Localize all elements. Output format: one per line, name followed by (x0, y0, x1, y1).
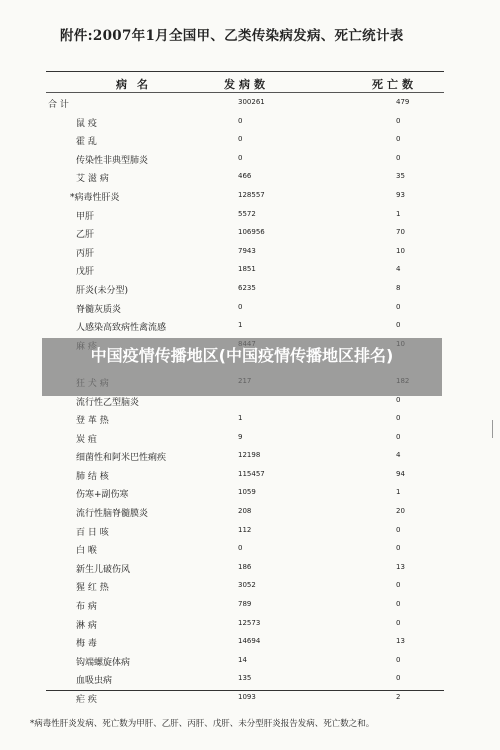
cases-cell: 186 (238, 562, 252, 571)
table-row (46, 186, 444, 205)
disease-name-cell: 甲肝 (76, 211, 95, 222)
deaths-cell: 70 (396, 228, 405, 237)
deaths-cell: 93 (396, 190, 405, 199)
deaths-cell: 0 (396, 618, 401, 627)
page-edge-mark (492, 420, 497, 438)
cases-cell: 466 (238, 172, 252, 181)
deaths-cell: 479 (396, 98, 410, 106)
cases-cell: 14694 (238, 637, 261, 646)
disease-name-cell: *病毒性肝炎 (70, 192, 120, 203)
deaths-cell: 0 (396, 414, 401, 423)
deaths-cell: 20 (396, 507, 405, 516)
table-row (46, 260, 444, 279)
deaths-cell: 0 (396, 135, 401, 144)
table-row (46, 483, 444, 502)
disease-name-cell: 伤寒+副伤寒 (76, 490, 129, 501)
cases-cell: 5572 (238, 209, 256, 218)
table-row (46, 167, 444, 186)
table-row (46, 223, 444, 242)
deaths-cell: 0 (396, 674, 401, 683)
table-body (46, 93, 444, 707)
cases-cell: 0 (238, 116, 243, 125)
table-row (46, 502, 444, 521)
table-row (46, 539, 444, 558)
table-row (46, 205, 444, 224)
deaths-cell: 0 (396, 544, 401, 553)
cases-cell: 1059 (238, 488, 256, 497)
disease-name-cell: 乙肝 (76, 230, 95, 241)
disease-name-cell: 血吸虫病 (76, 676, 113, 687)
deaths-cell: 35 (396, 172, 405, 181)
table-row (46, 669, 444, 688)
disease-name-cell: 淋 病 (76, 620, 97, 631)
table-row (46, 595, 444, 614)
cases-cell: 7943 (238, 246, 256, 255)
deaths-cell: 1 (396, 488, 401, 497)
table-row (46, 688, 444, 707)
disease-name-cell: 炭 疽 (76, 434, 97, 445)
cases-cell: 6235 (238, 283, 256, 292)
table-row (46, 93, 444, 112)
table-row (46, 409, 444, 428)
deaths-cell: 0 (396, 432, 401, 441)
deaths-cell: 1 (396, 209, 401, 218)
cases-cell: 112 (238, 525, 252, 534)
disease-name-cell: 猩 红 热 (76, 583, 109, 594)
table-row (46, 651, 444, 670)
overlay-banner-text: 中国疫情传播地区(中国疫情传播地区排名) (90, 346, 394, 365)
table-row (46, 149, 444, 168)
table-header (46, 72, 444, 93)
disease-name-cell: 合 计 (48, 100, 69, 110)
table-row (46, 465, 444, 484)
disease-name-cell: 细菌性和阿米巴性痢疾 (76, 453, 167, 464)
table-row (46, 279, 444, 298)
deaths-cell: 2 (396, 693, 401, 701)
deaths-cell: 8 (396, 283, 401, 292)
deaths-cell: 10 (396, 246, 405, 255)
cases-cell: 106956 (238, 228, 265, 237)
disease-name-cell: 流行性乙型脑炎 (76, 397, 140, 408)
deaths-cell: 0 (396, 116, 401, 125)
cases-cell: 1 (238, 414, 243, 423)
cases-cell: 300261 (238, 98, 265, 106)
cases-cell: 1851 (238, 265, 256, 274)
table-row (46, 242, 444, 261)
table-row (46, 316, 444, 335)
disease-name-cell: 布 病 (76, 602, 97, 613)
cases-cell: 208 (238, 507, 252, 516)
disease-name-cell: 肝炎(未分型) (76, 285, 129, 296)
disease-name-cell: 新生儿破伤风 (76, 564, 131, 575)
deaths-cell: 0 (396, 321, 401, 330)
cases-cell: 789 (238, 600, 252, 609)
header-deaths: 死亡数 (372, 78, 417, 91)
footnote: *病毒性肝炎发病、死亡数为甲肝、乙肝、丙肝、戊肝、未分型肝炎报告发病、死亡数之和。 (30, 719, 375, 729)
table-row (46, 446, 444, 465)
cases-cell: 0 (238, 135, 243, 144)
table-row (46, 632, 444, 651)
disease-name-cell: 人感染高致病性禽流感 (76, 323, 167, 334)
header-disease-name: 病名 (116, 78, 158, 91)
disease-name-cell: 流行性脑脊髓膜炎 (76, 509, 149, 520)
table-row (46, 298, 444, 317)
disease-name-cell: 脊髓灰质炎 (76, 304, 122, 315)
deaths-cell: 0 (396, 581, 401, 590)
table-row (46, 521, 444, 540)
disease-name-cell: 丙肝 (76, 248, 95, 259)
document-title: 附件:2007年1月全国甲、乙类传染病发病、死亡统计表 (60, 28, 404, 44)
table-row (46, 428, 444, 447)
disease-name-cell: 鼠 疫 (76, 118, 97, 129)
cases-cell: 0 (238, 544, 243, 553)
disease-name-cell: 戊肝 (76, 267, 95, 278)
table-row (46, 614, 444, 633)
cases-cell: 0 (238, 302, 243, 311)
disease-name-cell: 登 革 热 (76, 416, 109, 427)
deaths-cell: 4 (396, 265, 401, 274)
table-row (46, 576, 444, 595)
disease-name-cell: 百 日 咳 (76, 527, 109, 538)
table-row (46, 112, 444, 131)
cases-cell: 115457 (238, 469, 265, 478)
deaths-cell: 4 (396, 451, 401, 460)
table-row (46, 130, 444, 149)
disease-name-cell: 白 喉 (76, 546, 97, 557)
disease-name-cell: 肺 结 核 (76, 471, 109, 482)
deaths-cell: 94 (396, 469, 405, 478)
deaths-cell: 0 (396, 302, 401, 311)
deaths-cell: 13 (396, 562, 405, 571)
deaths-cell: 0 (396, 395, 401, 404)
table-row (46, 558, 444, 577)
cases-cell: 128557 (238, 190, 265, 199)
disease-name-cell: 艾 滋 病 (76, 174, 109, 185)
header-cases: 发病数 (224, 78, 269, 91)
deaths-cell: 0 (396, 153, 401, 162)
cases-cell: 3052 (238, 581, 256, 590)
disease-name-cell: 疟 疾 (76, 695, 97, 705)
cases-cell: 12573 (238, 618, 261, 627)
cases-cell: 135 (238, 674, 252, 683)
cases-cell: 1 (238, 321, 243, 330)
disease-name-cell: 梅 毒 (76, 639, 97, 650)
cases-cell: 14 (238, 655, 247, 664)
deaths-cell: 0 (396, 525, 401, 534)
cases-cell: 12198 (238, 451, 261, 460)
deaths-cell: 0 (396, 600, 401, 609)
overlay-banner (42, 338, 442, 396)
deaths-cell: 13 (396, 637, 405, 646)
disease-name-cell: 钩端螺旋体病 (76, 657, 131, 668)
cases-cell: 1093 (238, 693, 256, 701)
cases-cell: 9 (238, 432, 243, 441)
disease-name-cell: 传染性非典型肺炎 (76, 155, 149, 166)
disease-name-cell: 霍 乱 (76, 137, 97, 148)
cases-cell: 0 (238, 153, 243, 162)
deaths-cell: 0 (396, 655, 401, 664)
